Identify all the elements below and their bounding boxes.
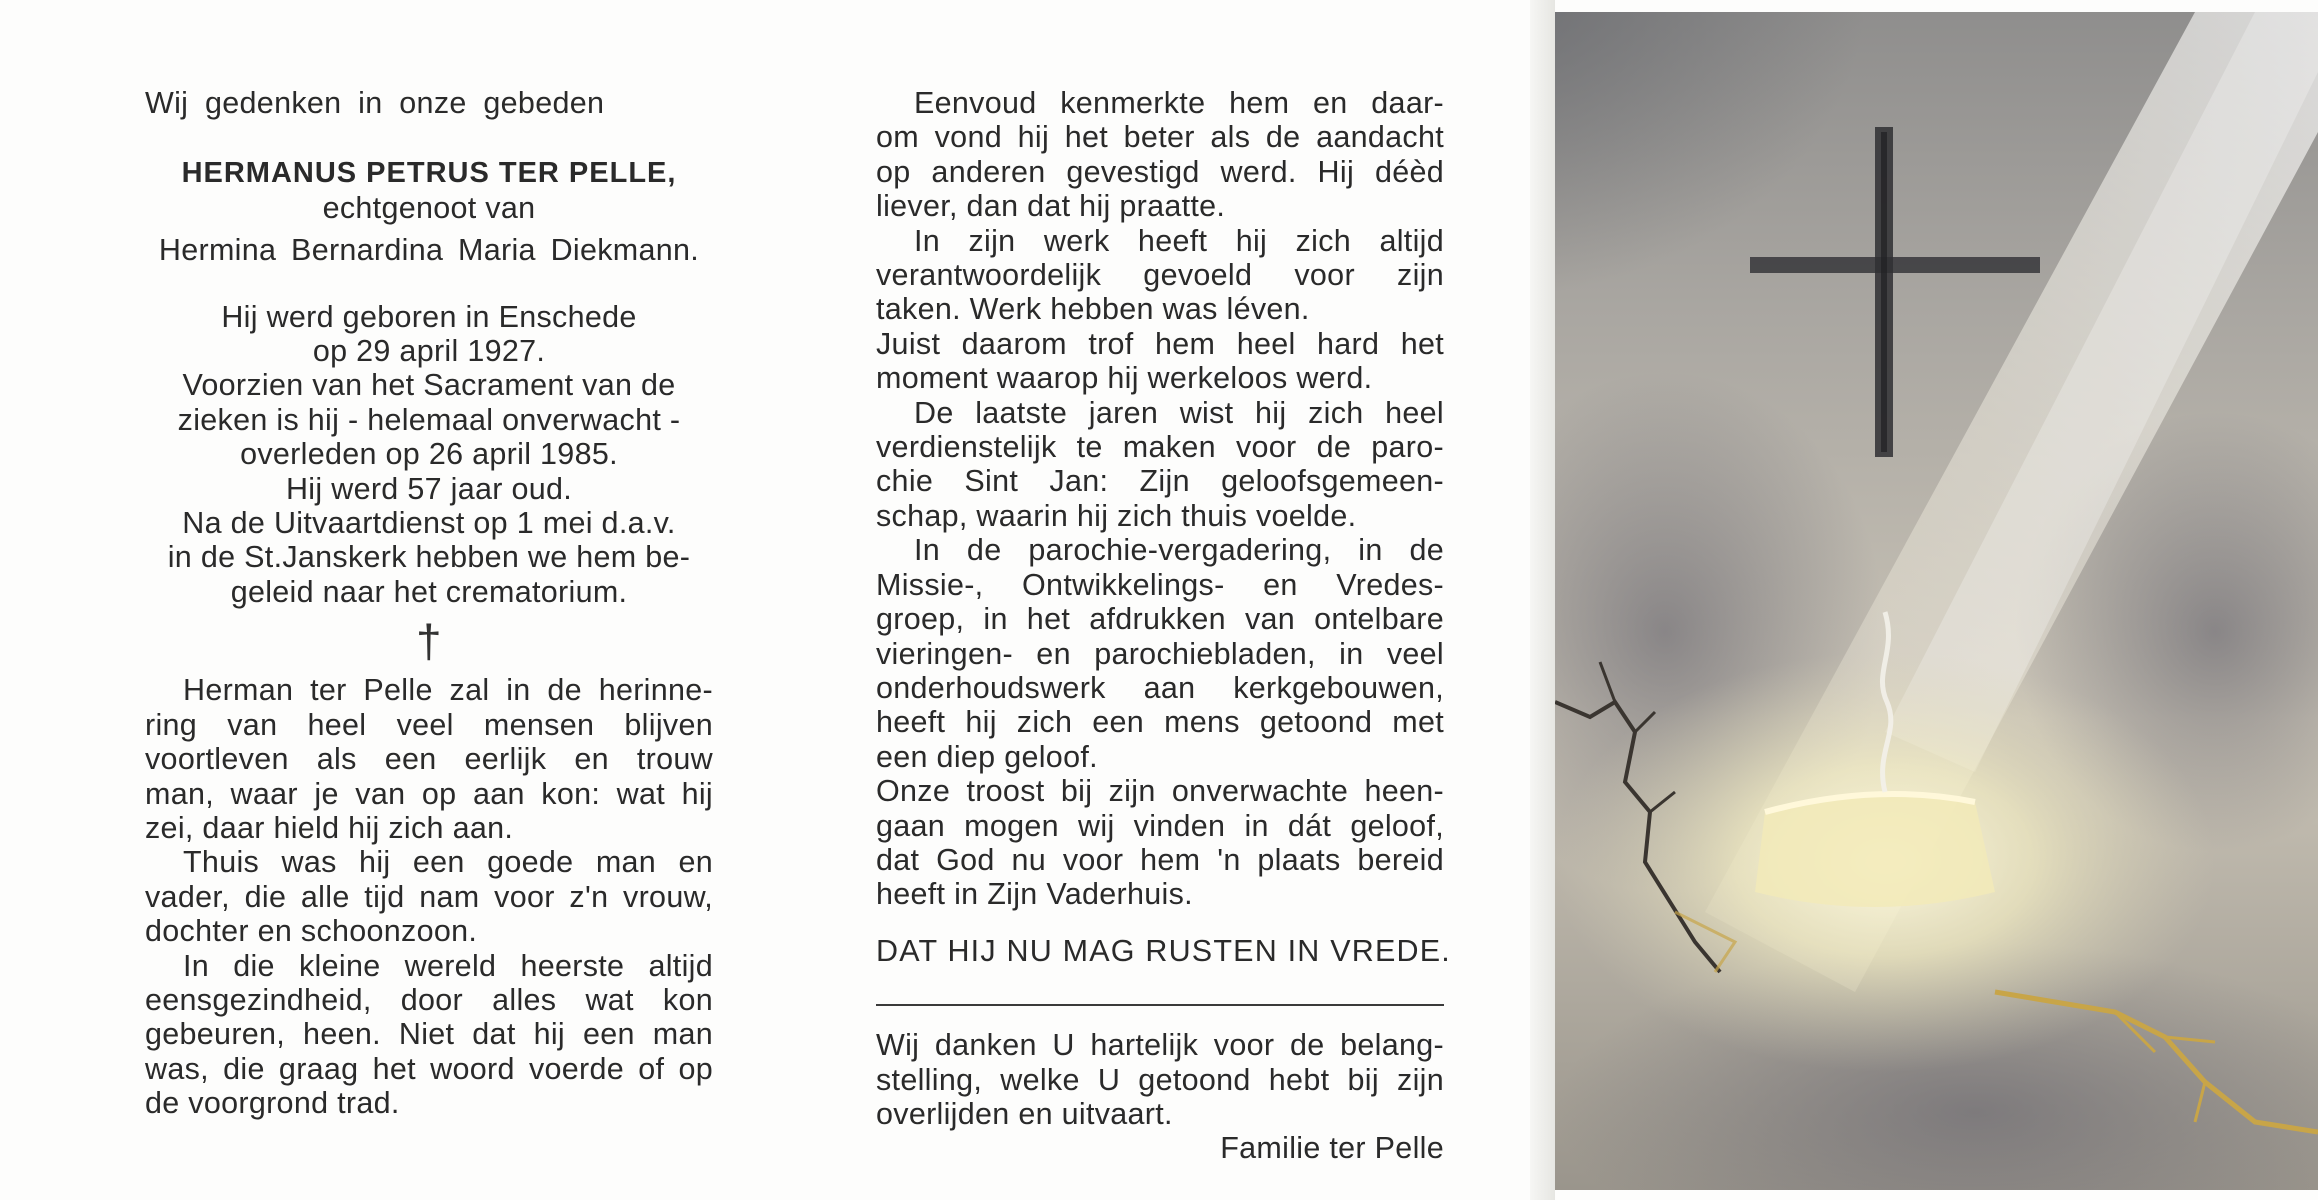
closing-line: DAT HIJ NU MAG RUSTEN IN VREDE. <box>876 933 1451 968</box>
painting-svg <box>1555 12 2318 1190</box>
middle-column <box>876 0 1451 1200</box>
story-line: Herman ter Pelle zal in de herinne- <box>183 673 713 708</box>
eulogy-line: gaan mogen wij vinden in dát geloof, <box>876 808 1444 843</box>
eulogy-line: om vond hij het beter als de aandacht <box>876 120 1444 155</box>
thanks-block <box>876 1028 1444 1131</box>
cross-icon: † <box>416 615 442 668</box>
eulogy-line: vieringen- en parochiebladen, in veel <box>876 636 1444 671</box>
eulogy-line: De laatste jaren wist hij zich heel <box>914 395 1444 430</box>
thanks-line: overlijden en uitvaart. <box>876 1096 1173 1131</box>
eulogy-line: op anderen gevestigd werd. Hij déèd <box>876 154 1444 189</box>
bio-line: op 29 april 1927. <box>312 334 546 369</box>
bio-line: in de St.Janskerk hebben we hem be- <box>167 540 691 575</box>
bio-line: Na de Uitvaartdienst op 1 mei d.a.v. <box>182 506 676 541</box>
eulogy-line: In de parochie-vergadering, in de <box>914 533 1444 568</box>
thanks-line: stelling, welke U getoond hebt bij zijn <box>876 1062 1444 1097</box>
thanks-line: Wij danken U hartelijk voor de belang- <box>876 1028 1444 1063</box>
bio-line: Hij werd geboren in Enschede <box>221 299 637 334</box>
story-line: was, die graag het woord voerde of op <box>145 1051 713 1086</box>
eulogy-line: verantwoordelijk gevoeld voor zijn <box>876 258 1444 293</box>
eulogy-line: Onze troost bij zijn onverwachte heen- <box>876 774 1444 809</box>
eulogy-line: een diep geloof. <box>876 739 1098 774</box>
story-block <box>145 673 713 1120</box>
eulogy-line: dat God nu voor hem 'n plaats bereid <box>876 842 1444 877</box>
bio-line: Hij werd 57 jaar oud. <box>285 471 573 506</box>
bio-line: geleid naar het crematorium. <box>230 574 628 609</box>
spouse-label: echtgenoot van <box>322 190 536 225</box>
card-fold <box>1530 0 1555 1200</box>
eulogy-line: taken. Werk hebben was léven. <box>876 292 1310 327</box>
story-line: man, waar je van op aan kon: wat hij <box>145 776 713 811</box>
story-line: de voorgrond trad. <box>145 1086 400 1121</box>
eulogy-line: heeft in Zijn Vaderhuis. <box>876 877 1193 912</box>
story-line: ring van heel veel mensen blijven <box>145 707 713 742</box>
story-line: Thuis was hij een goede man en <box>183 845 713 880</box>
eulogy-line: chie Sint Jan: Zijn geloofsgemeen- <box>876 464 1444 499</box>
eulogy-line: verdienstelijk te maken voor de paro- <box>876 430 1444 465</box>
story-line: voortleven als een eerlijk en trouw <box>145 742 713 777</box>
eulogy-line: Juist daarom trof hem heel hard het <box>876 326 1444 361</box>
header-text: Wij gedenken in onze gebeden <box>145 86 605 120</box>
eulogy-line: In zijn werk heeft hij zich altijd <box>914 223 1444 258</box>
deceased-name: HERMANUS PETRUS TER PELLE, <box>181 157 677 190</box>
story-line: eensgezindheid, door alles wat kon <box>145 982 713 1017</box>
eulogy-line: groep, in het afdrukken van ontelbare <box>876 602 1444 637</box>
painting-image <box>1555 12 2318 1190</box>
eulogy-line: onderhoudswerk aan kerkgebouwen, <box>876 670 1444 705</box>
eulogy-line: heeft hij zich een mens getoond met <box>876 705 1444 740</box>
eulogy-line: schap, waarin hij zich thuis voelde. <box>876 498 1357 533</box>
eulogy-line: liever, dan dat hij praatte. <box>876 189 1226 224</box>
story-line: dochter en schoonzoon. <box>145 914 478 949</box>
spouse-name: Hermina Bernardina Maria Diekmann. <box>158 233 700 268</box>
bio-line: Voorzien van het Sacrament van de <box>182 368 676 403</box>
bio-line: overleden op 26 april 1985. <box>240 437 618 472</box>
eulogy-line: moment waarop hij werkeloos werd. <box>876 361 1373 396</box>
eulogy-line: Eenvoud kenmerkte hem en daar- <box>914 86 1444 120</box>
eulogy-line: Missie-, Ontwikkelings- en Vredes- <box>876 567 1444 602</box>
bio-line: zieken is hij - helemaal onverwacht - <box>177 402 681 437</box>
story-line: zei, daar hield hij zich aan. <box>145 810 514 845</box>
story-line: In die kleine wereld heerste altijd <box>183 948 713 983</box>
story-line: vader, die alle tijd nam voor z'n vrouw, <box>145 879 713 914</box>
eulogy-block <box>876 86 1444 912</box>
story-line: gebeuren, heen. Niet dat hij een man <box>145 1017 713 1052</box>
signature: Familie ter Pelle <box>1220 1131 1444 1166</box>
left-column <box>145 0 713 1200</box>
bio-block <box>145 300 713 610</box>
